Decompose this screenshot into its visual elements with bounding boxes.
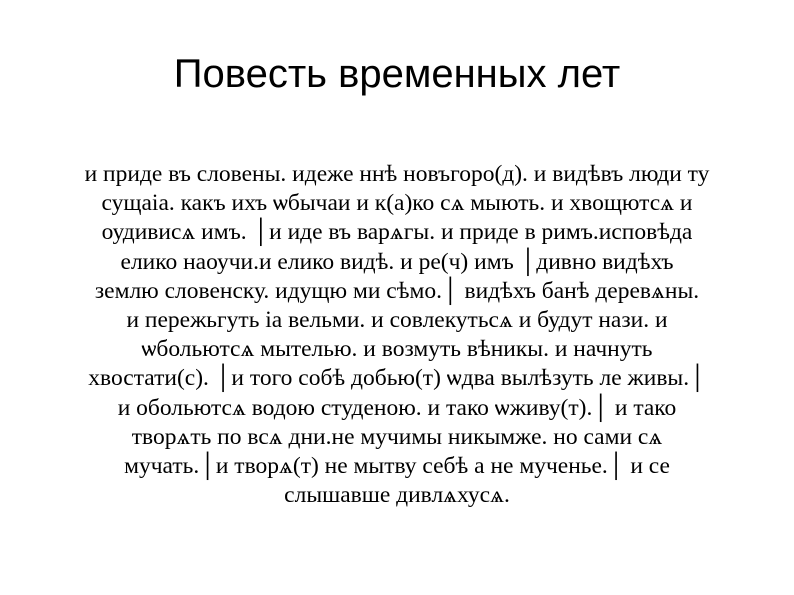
- slide-title: Повесть временных лет: [173, 52, 621, 96]
- text-line: сущаiа. какъ ихъ ѡбычаи и к(а)ко сѧ мыють. и хвощютсѧ и: [101, 190, 693, 217]
- slide-body: [20, 160, 774, 510]
- text-line: хвостати(с). │и того собѣ добью(т) ѡдва вылѣзуть ле живы.│: [88, 365, 706, 392]
- text-line: творѧть по всѧ дни.не мучимы никымже. но сами сѧ: [131, 423, 663, 450]
- text-line: и приде въ словены. идеже ннѣ новъгоро(д). и видѣвъ люди ту: [84, 161, 710, 187]
- text-line: мучать.│и творѧ(т) не мытву себѣ а не мученье.│ и се: [124, 453, 670, 480]
- text-line: слышавше дивлѧхусѧ.: [284, 482, 510, 509]
- text-line: и обольютсѧ водою студеною. и тако ѡживу(т).│ и тако: [117, 394, 677, 421]
- text-line: и пережьгуть iа вельми. и совлекутьсѧ и будут нази. и: [126, 307, 668, 334]
- text-line: оудивисѧ имъ. │и иде въ варѧгы. и приде в римъ.исповѣда: [101, 219, 693, 246]
- text-line: ѡбольютсѧ мытелью. и возмуть вѣникы. и начнуть: [141, 336, 653, 363]
- text-line: землю словенску. идущю ми сѣмо.│ видѣхъ банѣ деревѧны.: [94, 277, 700, 304]
- text-line: елико наоучи.и елико видѣ. и ре(ч) имъ │дивно видѣхъ: [120, 248, 674, 275]
